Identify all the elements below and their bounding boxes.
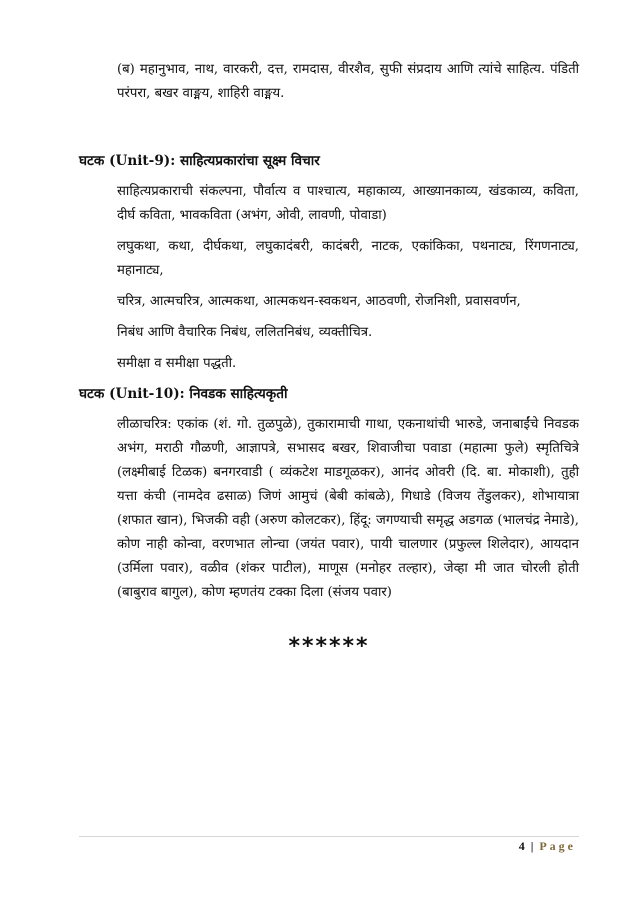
unit9-paragraph-5: समीक्षा व समीक्षा पद्धती.	[117, 356, 237, 371]
unit9-paragraph-1: साहित्यप्रकाराची संकल्पना, पौर्वात्य व पाश्चात्य, महाकाव्य, आख्यानकाव्य, खंडकाव्य, कविता, दीर्घ कविता, भावकविता (अभंग, ओवी, लावणी, पोवाडा)	[117, 184, 579, 223]
unit10-paragraph: लीळाचरित्र: एकांक (शं. गो. तुळपुळे), तुकारामाची गाथा, एकनाथांची भारुडे, जनाबाईंचे निवडक अभंग, मराठी गौळणी, आज्ञापत्रे, सभासद बखर, शिवाजीचा पवाडा (महात्मा फुले) स्मृतिचित्रे (लक्ष्मीबाई टिळक) बनगरवाडी ( व्यंकटेश माडगूळकर), आनंद ओवरी (दि. बा. मोकाशी), तुही यत्ता कंची (नामदेव ढसाळ) जिणं आमुचं (बेबी कांबळे), गिधाडे (विजय तेंडुलकर), शोभायात्रा (शफात खान), भिजकी वही (अरुण कोलटकर), हिंदू: जगण्याची समृद्ध अडगळ (भालचंद्र नेमाडे), कोण नाही कोन्वा, वरणभात लोन्चा (जयंत पवार), पायी चालणार (प्रफुल्ल शिलेदार), आयदान (उर्मिला पवार), वळीव (शंकर पाटील), माणूस (मनोहर तल्हार), जेव्हा मी जात चोरली होती (बाबुराव बागुल), कोण म्हणतंय टक्का दिला (संजय पवार)	[117, 417, 579, 600]
page-label: Page	[539, 839, 576, 853]
unit10-heading	[79, 383, 579, 405]
page-content	[79, 58, 579, 659]
unit9-heading-prefix: घटक	[79, 153, 105, 169]
unit9-heading	[79, 150, 579, 172]
unit9-heading-unit: (Unit-9):	[109, 153, 176, 169]
page-number: 4	[518, 839, 525, 853]
intro-paragraph: (ब) महानुभाव, नाथ, वारकरी, दत्त, रामदास, वीरशैव, सुफी संप्रदाय आणि त्यांचे साहित्य. पंडिती परंपरा, बखर वाङ्मय, शाहिरी वाङ्मय.	[117, 62, 579, 101]
unit10-heading-title: निवडक साहित्यकृती	[189, 386, 288, 402]
unit9-paragraph-2: लघुकथा, कथा, दीर्घकथा, लघुकादंबरी, कादंबरी, नाटक, एकांकिका, पथनाट्य, रिंगणनाट्य, महानाट्य,	[117, 239, 579, 278]
unit9-paragraph-3: चरित्र, आत्मचरित्र, आत्मकथा, आत्मकथन-स्वकथन, आठवणी, रोजनिशी, प्रवासवर्णन,	[117, 294, 521, 309]
page-footer	[519, 838, 576, 854]
unit10-heading-unit: (Unit-10):	[109, 386, 185, 402]
footer-separator: |	[530, 839, 534, 853]
unit9-heading-title: साहित्यप्रकारांचा सूक्ष्म विचार	[179, 153, 320, 169]
unit9-paragraph-4: निबंध आणि वैचारिक निबंध, ललितनिबंध, व्यक्तीचित्र.	[117, 325, 373, 340]
unit10-heading-prefix: घटक	[79, 386, 105, 402]
section-end-separator: ******	[288, 634, 370, 659]
footer-divider	[79, 836, 579, 837]
